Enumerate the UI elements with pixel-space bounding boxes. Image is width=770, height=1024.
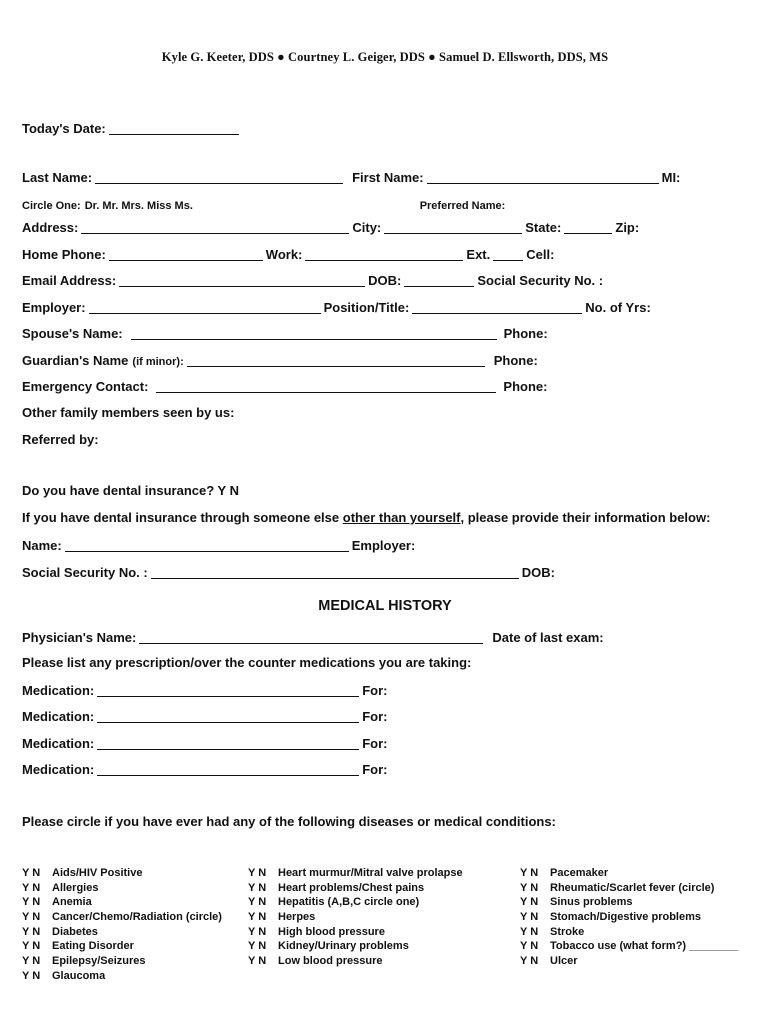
physician-label: Physician's Name:	[22, 630, 137, 645]
condition-label: Epilepsy/Seizures	[52, 955, 146, 968]
conditions-column-2	[248, 866, 463, 969]
last-name-label: Last Name:	[22, 170, 93, 185]
insurance-instruction-prefix: If you have dental insurance through someone else	[22, 510, 343, 525]
condition-item	[520, 910, 738, 925]
todays-date-row	[22, 118, 744, 136]
conditions-column-1	[22, 866, 222, 984]
yes-no-choice[interactable]: Y N	[22, 896, 41, 909]
yes-no-choice[interactable]: Y N	[520, 925, 539, 938]
circle-one-label: Circle One:	[22, 200, 81, 212]
medication-label: Medication:	[22, 683, 95, 698]
first-name-field[interactable]	[427, 169, 659, 184]
medication-row	[22, 733, 744, 751]
condition-label: High blood pressure	[278, 925, 385, 938]
condition-label: Pacemaker	[550, 867, 609, 879]
work-label: Work:	[265, 247, 303, 262]
medications-instruction: Please list any prescription/over the counter medications you are taking:	[22, 655, 472, 670]
spouse-phone-label: Phone:	[503, 326, 548, 341]
home-phone-label: Home Phone:	[22, 247, 106, 262]
practice-header: Kyle G. Keeter, DDS ● Courtney L. Geiger, DDS ● Samuel D. Ellsworth, DDS, MS	[161, 50, 609, 64]
guardian-row	[22, 350, 744, 368]
yes-no-choice[interactable]: Y N	[22, 867, 41, 879]
condition-label: Hepatitis (A,B,C circle one)	[278, 896, 420, 909]
todays-date-field[interactable]	[109, 120, 239, 135]
yes-no-choice[interactable]: Y N	[248, 867, 267, 879]
insurance-instruction-suffix: , please provide their information below:	[460, 510, 711, 525]
conditions-column-3	[520, 866, 738, 969]
condition-item	[22, 969, 222, 984]
condition-label: Diabetes	[52, 925, 98, 938]
referred-by-label: Referred by:	[22, 432, 99, 447]
yes-no-choice[interactable]: Y N	[22, 940, 41, 953]
yes-no-choice[interactable]: Y N	[248, 955, 267, 968]
family-row	[22, 402, 744, 420]
condition-item	[22, 866, 222, 881]
insured-name-label: Name:	[22, 538, 62, 553]
condition-item	[248, 939, 463, 954]
insured-name-field[interactable]	[65, 537, 349, 552]
address-label: Address:	[22, 220, 79, 235]
condition-item	[248, 895, 463, 910]
zip-label: Zip:	[615, 220, 640, 235]
for-label: For:	[362, 762, 388, 777]
emergency-row	[22, 376, 744, 394]
insurance-question[interactable]: Do you have dental insurance? Y N	[22, 483, 239, 498]
condition-item	[248, 954, 463, 969]
spouse-row	[22, 323, 744, 341]
condition-label: Eating Disorder	[52, 940, 134, 953]
condition-item	[22, 895, 222, 910]
medication-field[interactable]	[97, 708, 359, 723]
spouse-label: Spouse's Name:	[22, 326, 123, 341]
name-row	[22, 167, 744, 185]
email-row	[22, 270, 744, 288]
medication-row	[22, 706, 744, 724]
medication-field[interactable]	[97, 682, 359, 697]
preferred-name-label: Preferred Name:	[419, 200, 506, 212]
conditions-instruction: Please circle if you have ever had any of the following diseases or medical conditions:	[22, 814, 556, 829]
address-field[interactable]	[81, 219, 349, 234]
yes-no-choice[interactable]: Y N	[520, 881, 539, 894]
insured-ssn-row	[22, 562, 744, 580]
cell-label: Cell:	[526, 247, 555, 262]
insurance-instruction	[22, 510, 710, 525]
guardian-phone-label: Phone:	[493, 353, 538, 368]
dob-field[interactable]	[404, 272, 474, 287]
condition-item	[22, 910, 222, 925]
condition-item	[520, 939, 738, 954]
employer-label: Employer:	[22, 300, 86, 315]
condition-item	[22, 881, 222, 896]
condition-item	[520, 895, 738, 910]
insured-ssn-field[interactable]	[151, 564, 519, 579]
state-field[interactable]	[564, 219, 612, 234]
condition-item	[520, 925, 738, 940]
years-label: No. of Yrs:	[585, 300, 651, 315]
ssn-label: Social Security No. :	[477, 273, 604, 288]
yes-no-choice[interactable]: Y N	[22, 969, 41, 982]
yes-no-choice[interactable]: Y N	[520, 896, 539, 909]
yes-no-choice[interactable]: Y N	[248, 911, 267, 924]
for-label: For:	[362, 736, 388, 751]
for-label: For:	[362, 683, 388, 698]
yes-no-choice[interactable]: Y N	[22, 955, 41, 968]
yes-no-choice[interactable]: Y N	[520, 911, 539, 924]
insured-dob-label: DOB:	[521, 565, 555, 580]
condition-item	[248, 866, 463, 881]
medication-label: Medication:	[22, 709, 95, 724]
condition-item	[248, 910, 463, 925]
first-name-label: First Name:	[352, 170, 424, 185]
condition-item	[248, 881, 463, 896]
medication-row	[22, 759, 744, 777]
emergency-phone-label: Phone:	[503, 379, 548, 394]
condition-item	[22, 939, 222, 954]
city-label: City:	[352, 220, 382, 235]
todays-date-label: Today's Date:	[22, 121, 106, 136]
condition-label: Stroke	[550, 925, 585, 938]
medication-label: Medication:	[22, 762, 95, 777]
for-label: For:	[362, 709, 388, 724]
city-field[interactable]	[384, 219, 522, 234]
last-exam-label: Date of last exam:	[492, 630, 604, 645]
condition-label: Kidney/Urinary problems	[278, 940, 409, 953]
guardian-field[interactable]	[187, 352, 485, 367]
emergency-label: Emergency Contact:	[22, 379, 149, 394]
if-minor-label: (if minor):	[132, 356, 184, 368]
work-phone-field[interactable]	[305, 246, 463, 261]
condition-label: Stomach/Digestive problems	[550, 911, 701, 924]
condition-label: Herpes	[278, 911, 316, 924]
salutation-options[interactable]: Dr. Mr. Mrs. Miss Ms.	[84, 200, 193, 212]
employer-row	[22, 297, 744, 315]
ext-field[interactable]	[493, 246, 523, 261]
spouse-field[interactable]	[131, 325, 497, 340]
condition-label: Heart murmur/Mitral valve prolapse	[278, 867, 463, 879]
last-name-field[interactable]	[95, 169, 343, 184]
dob-label: DOB:	[368, 273, 402, 288]
mi-label: MI:	[661, 170, 681, 185]
yes-no-choice[interactable]: Y N	[520, 955, 539, 968]
insured-employer-label: Employer:	[351, 538, 416, 553]
ext-label: Ext.	[466, 247, 491, 262]
insured-name-row	[22, 535, 744, 553]
condition-label: Anemia	[52, 896, 92, 909]
state-label: State:	[525, 220, 562, 235]
phone-row	[22, 244, 744, 262]
position-field[interactable]	[412, 299, 582, 314]
condition-item	[520, 866, 738, 881]
condition-item	[22, 954, 222, 969]
yes-no-choice[interactable]: Y N	[248, 881, 267, 894]
condition-label: Sinus problems	[550, 896, 633, 909]
employer-field[interactable]	[89, 299, 321, 314]
condition-label: Aids/HIV Positive	[52, 867, 143, 879]
yes-no-choice[interactable]: Y N	[248, 940, 267, 953]
medication-field[interactable]	[97, 761, 359, 776]
condition-label: Tobacco use (what form?) ________	[550, 940, 739, 953]
condition-label: Low blood pressure	[278, 955, 383, 968]
medical-history-title: MEDICAL HISTORY	[318, 598, 452, 614]
condition-label: Rheumatic/Scarlet fever (circle)	[550, 881, 715, 894]
yes-no-choice[interactable]: Y N	[248, 896, 267, 909]
physician-row	[22, 627, 744, 645]
yes-no-choice[interactable]: Y N	[520, 867, 539, 879]
medication-label: Medication:	[22, 736, 95, 751]
insurance-instruction-emphasis: other than yourself	[342, 510, 461, 525]
address-row	[22, 217, 744, 235]
position-label: Position/Title:	[323, 300, 410, 315]
yes-no-choice[interactable]: Y N	[22, 925, 41, 938]
salutation-row	[22, 194, 744, 212]
yes-no-choice[interactable]: Y N	[22, 881, 41, 894]
medication-field[interactable]	[97, 735, 359, 750]
condition-item	[520, 881, 738, 896]
condition-item	[22, 925, 222, 940]
yes-no-choice[interactable]: Y N	[22, 911, 41, 924]
emergency-field[interactable]	[156, 378, 496, 393]
guardian-label: Guardian's Name	[22, 353, 129, 368]
condition-item	[248, 925, 463, 940]
medication-row	[22, 680, 744, 698]
other-family-label: Other family members seen by us:	[22, 405, 235, 420]
condition-label: Cancer/Chemo/Radiation (circle)	[52, 911, 222, 924]
insured-ssn-label: Social Security No. :	[22, 565, 148, 580]
yes-no-choice[interactable]: Y N	[520, 940, 539, 953]
email-field[interactable]	[119, 272, 365, 287]
referred-row	[22, 429, 744, 447]
physician-field[interactable]	[139, 629, 483, 644]
home-phone-field[interactable]	[109, 246, 263, 261]
condition-label: Heart problems/Chest pains	[278, 881, 425, 894]
yes-no-choice[interactable]: Y N	[248, 925, 267, 938]
condition-item	[520, 954, 738, 969]
email-label: Email Address:	[22, 273, 117, 288]
condition-label: Allergies	[52, 881, 99, 894]
condition-label: Glaucoma	[52, 969, 106, 982]
condition-label: Ulcer	[550, 955, 578, 968]
